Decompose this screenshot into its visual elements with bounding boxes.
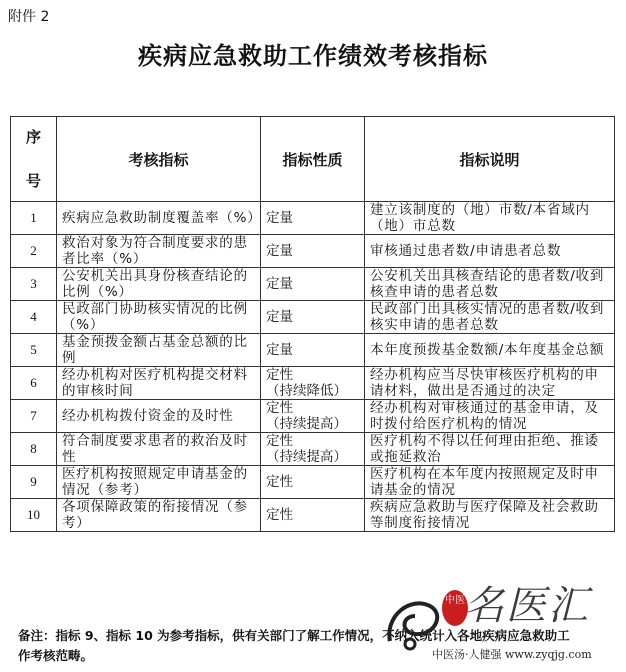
row-indicator: 基金预拨金额占基金总额的比例 (57, 334, 261, 367)
row-description: 民政部门出具核实情况的患者数/收到核实申请的患者总数 (365, 301, 615, 334)
watermark-seal: 中医 (442, 590, 468, 626)
row-nature (261, 499, 365, 532)
row-nature (261, 400, 365, 433)
row-description: 公安机关出具核查结论的患者数/收到核查申请的患者总数 (365, 268, 615, 301)
nature-type: 定量 (266, 309, 293, 325)
nature-type: 定量 (266, 276, 293, 292)
row-number: 5 (11, 334, 57, 367)
row-indicator: 民政部门协助核实情况的比例（%） (57, 301, 261, 334)
nature-type: 定性 (266, 474, 293, 490)
row-description: 建立该制度的（地）市数/本省域内（地）市总数 (365, 202, 615, 235)
row-indicator: 经办机构拨付资金的及时性 (57, 400, 261, 433)
row-indicator: 各项保障政策的衔接情况（参考） (57, 499, 261, 532)
seq-header-char-2: 号 (25, 172, 41, 190)
row-number: 1 (11, 202, 57, 235)
row-number: 3 (11, 268, 57, 301)
column-header-indicator: 考核指标 (57, 117, 261, 202)
nature-type: 定量 (266, 243, 293, 259)
column-header-seq (11, 117, 57, 202)
row-description: 医疗机构不得以任何理由拒绝、推诿或拖延救治 (365, 433, 615, 466)
table-row (11, 466, 615, 499)
table-row (11, 268, 615, 301)
table-row (11, 334, 615, 367)
watermark-brand: 名医汇 (464, 583, 590, 629)
row-nature (261, 367, 365, 400)
nature-type: 定性 (266, 400, 293, 416)
nature-trend: （持续提高） (266, 416, 347, 432)
table-row (11, 367, 615, 400)
watermark (380, 572, 620, 668)
column-header-nature: 指标性质 (261, 117, 365, 202)
table-row (11, 499, 615, 532)
row-number: 8 (11, 433, 57, 466)
nature-type: 定性 (266, 433, 293, 449)
row-nature (261, 334, 365, 367)
row-description: 疾病应急救助与医疗保障及社会救助等制度衔接情况 (365, 499, 615, 532)
table-row (11, 400, 615, 433)
nature-type: 定量 (266, 210, 293, 226)
row-number: 6 (11, 367, 57, 400)
row-indicator: 医疗机构按照规定申请基金的情况（参考） (57, 466, 261, 499)
row-description: 经办机构应当尽快审核医疗机构的申请材料，做出是否通过的决定 (365, 367, 615, 400)
row-number: 4 (11, 301, 57, 334)
row-indicator: 疾病应急救助制度覆盖率（%） (57, 202, 261, 235)
row-number: 9 (11, 466, 57, 499)
table-row (11, 301, 615, 334)
attachment-label: 附件 2 (8, 9, 50, 25)
row-description: 医疗机构在本年度内按照规定及时申请基金的情况 (365, 466, 615, 499)
table-row (11, 202, 615, 235)
nature-type: 定量 (266, 342, 293, 358)
row-nature (261, 466, 365, 499)
row-description: 本年度预拨基金数额/本年度基金总额 (365, 334, 615, 367)
row-number: 2 (11, 235, 57, 268)
table-row (11, 235, 615, 268)
watermark-url: 中医汤·人健强 www.zyqjg.com (432, 648, 592, 661)
row-description: 审核通过患者数/申请患者总数 (365, 235, 615, 268)
row-nature (261, 235, 365, 268)
seq-header-char-1: 序 (25, 128, 41, 146)
row-nature (261, 433, 365, 466)
footnote: 备注：指标 9、指标 10 为参考指标，供有关部门了解工作情况，不纳入统计入各地疾病应急救助工作考核范畴。 (18, 628, 570, 663)
document-title: 疾病应急救助工作绩效考核指标 (138, 42, 488, 70)
nature-type: 定性 (266, 507, 293, 523)
table-row (11, 433, 615, 466)
row-nature (261, 268, 365, 301)
column-header-description: 指标说明 (365, 117, 615, 202)
nature-trend: （持续降低） (266, 383, 347, 399)
row-number: 10 (11, 499, 57, 532)
table-header-row (11, 117, 615, 202)
indicator-table (10, 116, 615, 532)
row-nature (261, 202, 365, 235)
row-indicator: 救治对象为符合制度要求的患者比率（%） (57, 235, 261, 268)
row-indicator: 经办机构对医疗机构提交材料的审核时间 (57, 367, 261, 400)
nature-trend: （持续提高） (266, 449, 347, 465)
nature-type: 定性 (266, 367, 293, 383)
row-indicator: 公安机关出具身份核查结论的比例（%） (57, 268, 261, 301)
row-description: 经办机构对审核通过的基金申请，及时拨付给医疗机构的情况 (365, 400, 615, 433)
row-nature (261, 301, 365, 334)
row-indicator: 符合制度要求患者的救治及时性 (57, 433, 261, 466)
row-number: 7 (11, 400, 57, 433)
